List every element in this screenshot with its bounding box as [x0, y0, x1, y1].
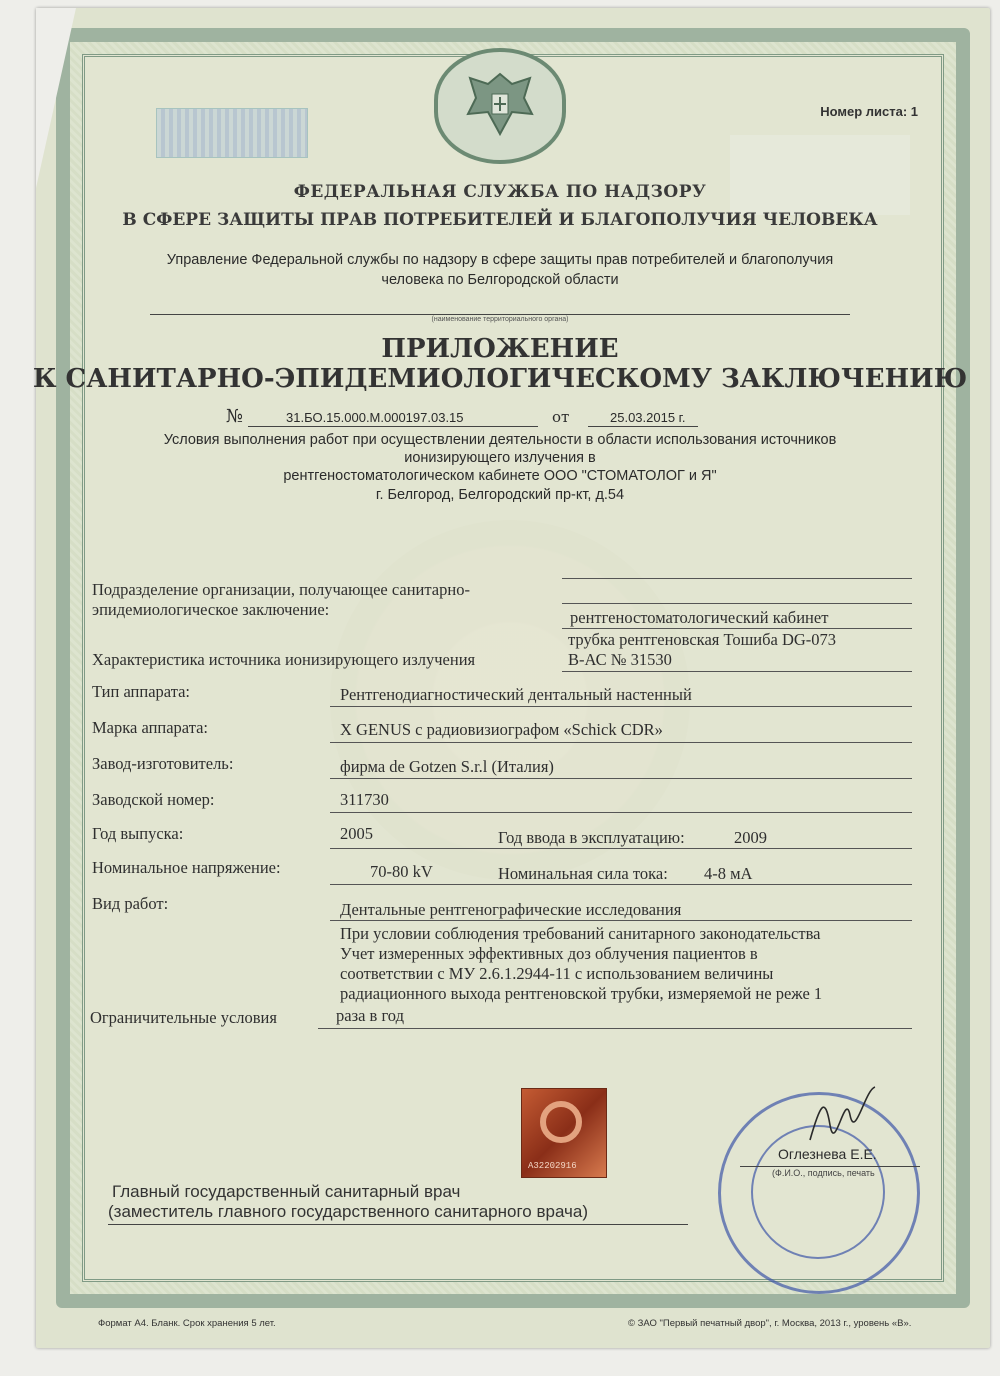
conditions-line: г. Белгород, Белгородский пр-кт, д.54 — [375, 487, 625, 503]
department-caption: (наименование территориального органа) — [431, 316, 569, 323]
brand-value: X GENUS с радиовизиографом «Schick CDR» — [340, 720, 663, 739]
chief-rule — [108, 1224, 688, 1225]
subdivision-label: эпидемиологическое заключение: — [92, 600, 330, 619]
brand-label: Марка аппарата: — [92, 718, 209, 737]
number-label: № — [226, 406, 244, 427]
hologram-code: А32202916 — [528, 1161, 577, 1171]
department-name-cont: человека по Белгородской области — [381, 272, 619, 288]
field-rule — [562, 578, 912, 579]
field-rule — [562, 671, 912, 672]
document-date: 25.03.2015 г. — [610, 410, 686, 425]
serial-value: 311730 — [340, 790, 389, 809]
type-label: Тип аппарата: — [92, 682, 191, 701]
field-rule — [330, 812, 912, 813]
agency-title: ФЕДЕРАЛЬНАЯ СЛУЖБА ПО НАДЗОРУ — [293, 182, 707, 202]
hologram-strip — [156, 108, 308, 158]
department-rule — [150, 314, 850, 315]
document-subtitle: К САНИТАРНО-ЭПИДЕМИОЛОГИЧЕСКОМУ ЗАКЛЮЧЕНИЮ — [32, 364, 968, 394]
source-value: трубка рентгеновская Тошиба DG-073 — [568, 630, 837, 649]
chief-subtitle: (заместитель главного государственного санитарного врача) — [108, 1202, 588, 1221]
current-label: Номинальная сила тока: — [498, 864, 668, 883]
agency-subtitle: В СФЕРЕ ЗАЩИТЫ ПРАВ ПОТРЕБИТЕЛЕЙ И БЛАГОПОЛУЧИЯ ЧЕЛОВЕКА — [122, 210, 878, 230]
source-value: В-АС № 31530 — [568, 650, 672, 669]
source-label: Характеристика источника ионизирующего излучения — [92, 650, 476, 669]
subdivision-label: Подразделение организации, получающее санитарно- — [92, 580, 470, 599]
field-rule — [318, 1028, 912, 1029]
maker-label: Завод-изготовитель: — [92, 754, 234, 773]
restrictions-value: Учет измеренных эффективных доз облучения пациентов в — [340, 944, 758, 963]
faded-stamp-area — [730, 135, 910, 215]
folded-corner — [36, 8, 76, 188]
work-value: Дентальные рентгенографические исследования — [340, 900, 682, 919]
restrictions-value: соответствии с МУ 2.6.1.2944-11 с использованием величины — [340, 964, 774, 983]
type-value: Рентгенодиагностический дентальный настенный — [340, 685, 692, 704]
field-rule — [330, 920, 912, 921]
signature — [800, 1085, 880, 1145]
signer-name: Оглезнева Е.Е. — [778, 1146, 877, 1162]
field-rule — [330, 848, 912, 849]
form-format-note: Формат А4. Бланк. Срок хранения 5 лет. — [98, 1318, 276, 1329]
date-label: от — [552, 408, 570, 426]
signature-caption: (Ф.И.О., подпись, печать — [772, 1168, 875, 1178]
restrictions-value: При условии соблюдения требований санитарного законодательства — [340, 924, 821, 943]
document-number: 31.БО.15.000.М.000197.03.15 — [286, 410, 464, 425]
current-value: 4-8 мА — [704, 864, 753, 883]
maker-value: фирма de Gotzen S.r.l (Италия) — [340, 757, 554, 776]
restrictions-value: радиационного выхода рентгеновской трубки, измеряемой не реже 1 — [340, 984, 823, 1003]
field-rule — [330, 778, 912, 779]
voltage-value: 70-80 kV — [370, 862, 433, 881]
field-rule — [330, 884, 912, 885]
year-label: Год выпуска: — [92, 824, 184, 843]
conditions-line: рентгеностоматологическом кабинете ООО "СТОМАТОЛОГ и Я" — [283, 468, 717, 484]
commission-label: Год ввода в эксплуатацию: — [498, 828, 685, 847]
restrictions-label: Ограничительные условия — [90, 1008, 277, 1027]
conditions-line: ионизирующего излучения в — [404, 450, 596, 466]
field-rule — [562, 628, 912, 629]
emblem-icon — [434, 48, 566, 164]
year-value: 2005 — [340, 824, 373, 843]
field-rule — [562, 603, 912, 604]
field-rule — [330, 742, 912, 743]
subdivision-value: рентгеностоматологический кабинет — [570, 608, 829, 627]
conditions-line: Условия выполнения работ при осуществлении деятельности в области использования источников — [163, 432, 837, 448]
field-rule — [330, 706, 912, 707]
logo-icon — [540, 1101, 582, 1143]
number-rule — [248, 426, 538, 427]
voltage-label: Номинальное напряжение: — [92, 858, 281, 877]
hologram-sticker — [521, 1088, 607, 1178]
date-rule — [588, 426, 698, 427]
restrictions-value: раза в год — [336, 1006, 404, 1025]
printer-note: © ЗАО "Первый печатный двор", г. Москва, 2013 г., уровень «В». — [628, 1318, 912, 1329]
serial-label: Заводской номер: — [92, 790, 215, 809]
commission-value: 2009 — [734, 828, 767, 847]
department-name: Управление Федеральной службы по надзору в сфере защиты прав потребителей и благополучия — [166, 252, 834, 268]
signature-rule — [740, 1166, 920, 1167]
sheet-number: Номер листа: 1 — [820, 104, 918, 119]
work-label: Вид работ: — [92, 894, 169, 913]
document-title: ПРИЛОЖЕНИЕ — [381, 334, 619, 364]
chief-title: Главный государственный санитарный врач — [112, 1182, 461, 1201]
